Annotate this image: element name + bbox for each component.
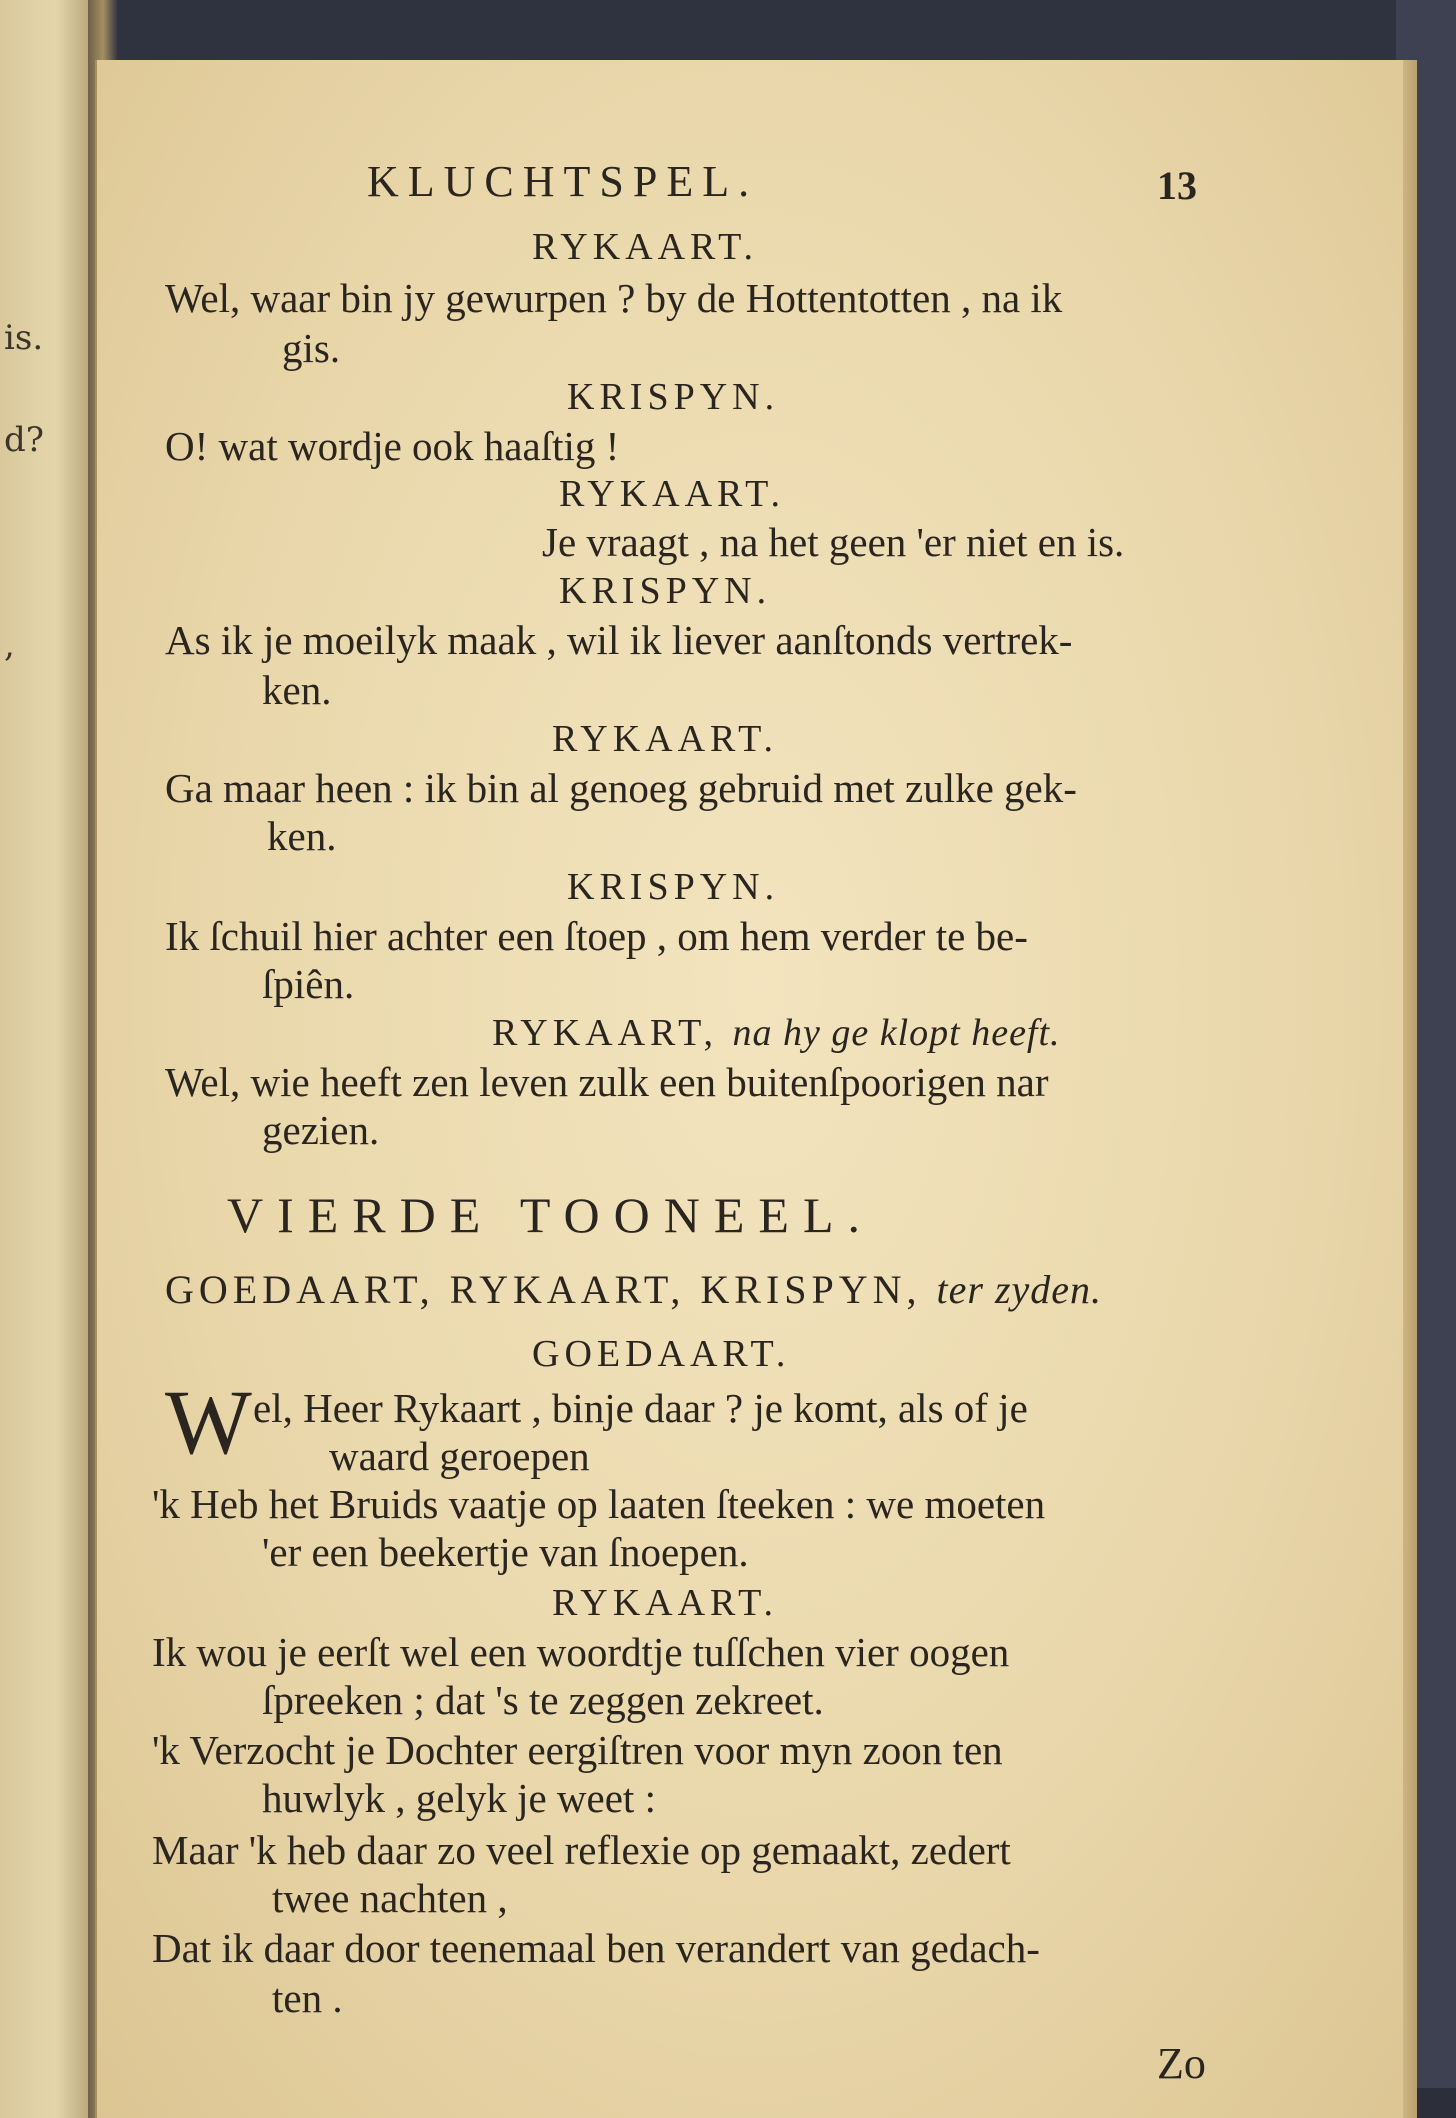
drop-cap: W	[165, 1371, 252, 1473]
book-page	[95, 60, 1417, 2118]
verse-line: O! wat wordje ook haaſtig !	[165, 423, 620, 469]
page-edge	[1403, 60, 1417, 2118]
verse-line: Maar 'k heb daar zo veel reflexie op gemaakt, zedert	[152, 1827, 1011, 1873]
stage-direction: na hy ge klopt heeft.	[732, 1012, 1061, 1054]
speaker-name: GOEDAART.	[532, 1333, 791, 1375]
left-page-fragment: ,	[4, 625, 15, 665]
running-header: KLUCHTSPEL.	[367, 157, 759, 206]
speaker-name: KRISPYN.	[567, 866, 780, 908]
speaker-name: KRISPYN.	[567, 376, 780, 418]
verse-line: ken.	[267, 813, 337, 859]
verse-line: Wel, waar bin jy gewurpen ? by de Hottentotten , na ik	[165, 275, 1063, 321]
verse-line: gezien.	[262, 1107, 380, 1153]
left-facing-page	[0, 0, 92, 2118]
verse-line: As ik je moeilyk maak , wil ik liever aanſtonds vertrek-	[165, 617, 1073, 663]
verse-line: Ga maar heen : ik bin al genoeg gebruid met zulke gek-	[165, 765, 1077, 811]
verse-line: 'k Heb het Bruids vaatje op laaten ſteeken : we moeten	[152, 1481, 1046, 1527]
verse-line: ken.	[262, 667, 332, 713]
left-page-fragment: d?	[4, 420, 44, 460]
left-page-fragment: is.	[4, 318, 44, 358]
verse-line: gis.	[282, 325, 341, 371]
scene-characters	[165, 1267, 1103, 1312]
verse-line: Dat ik daar door teenemaal ben verandert van gedach-	[152, 1925, 1040, 1971]
stage-direction: ter zyden.	[936, 1267, 1103, 1312]
verse-line: waard geroepen	[329, 1433, 590, 1479]
speaker-name	[492, 1014, 1061, 1052]
speaker-name-text: RYKAART,	[492, 1012, 718, 1054]
verse-line: Ik ſchuil hier achter een ſtoep , om hem verder te be-	[165, 913, 1028, 959]
catchword: Zo	[1157, 2039, 1206, 2088]
verse-line: ſpreeken ; dat 's te zeggen zekreet.	[262, 1677, 824, 1723]
verse-line: twee nachten ,	[272, 1875, 508, 1921]
verse-line: ſpiên.	[262, 961, 355, 1007]
verse-line: Wel, wie heeft zen leven zulk een buitenſpoorigen nar	[165, 1059, 1049, 1105]
speaker-name: RYKAART.	[559, 473, 785, 515]
verse-line: huwlyk , gelyk je weet :	[262, 1775, 656, 1821]
verse-line: 'k Verzocht je Dochter eergiſtren voor myn zoon ten	[152, 1727, 1003, 1773]
scene-title: VIERDE TOONEEL.	[227, 1187, 874, 1243]
speaker-name: RYKAART.	[532, 226, 758, 268]
scene-characters-list: GOEDAART, RYKAART, KRISPYN,	[165, 1267, 922, 1312]
speaker-name: RYKAART.	[552, 1582, 778, 1624]
verse-line: 'er een beekertje van ſnoepen.	[262, 1529, 749, 1575]
verse-line: Je vraagt , na het geen 'er niet en is.	[542, 519, 1125, 565]
verse-text: el, Heer Rykaart , binje daar ? je komt, als of je	[253, 1385, 1028, 1431]
page-number: 13	[1157, 163, 1197, 208]
speaker-name: KRISPYN.	[559, 570, 772, 612]
verse-line: ten .	[272, 1975, 343, 2021]
speaker-name: RYKAART.	[552, 718, 778, 760]
verse-line: Ik wou je eerſt wel een woordtje tuſſchen vier oogen	[152, 1629, 1010, 1675]
